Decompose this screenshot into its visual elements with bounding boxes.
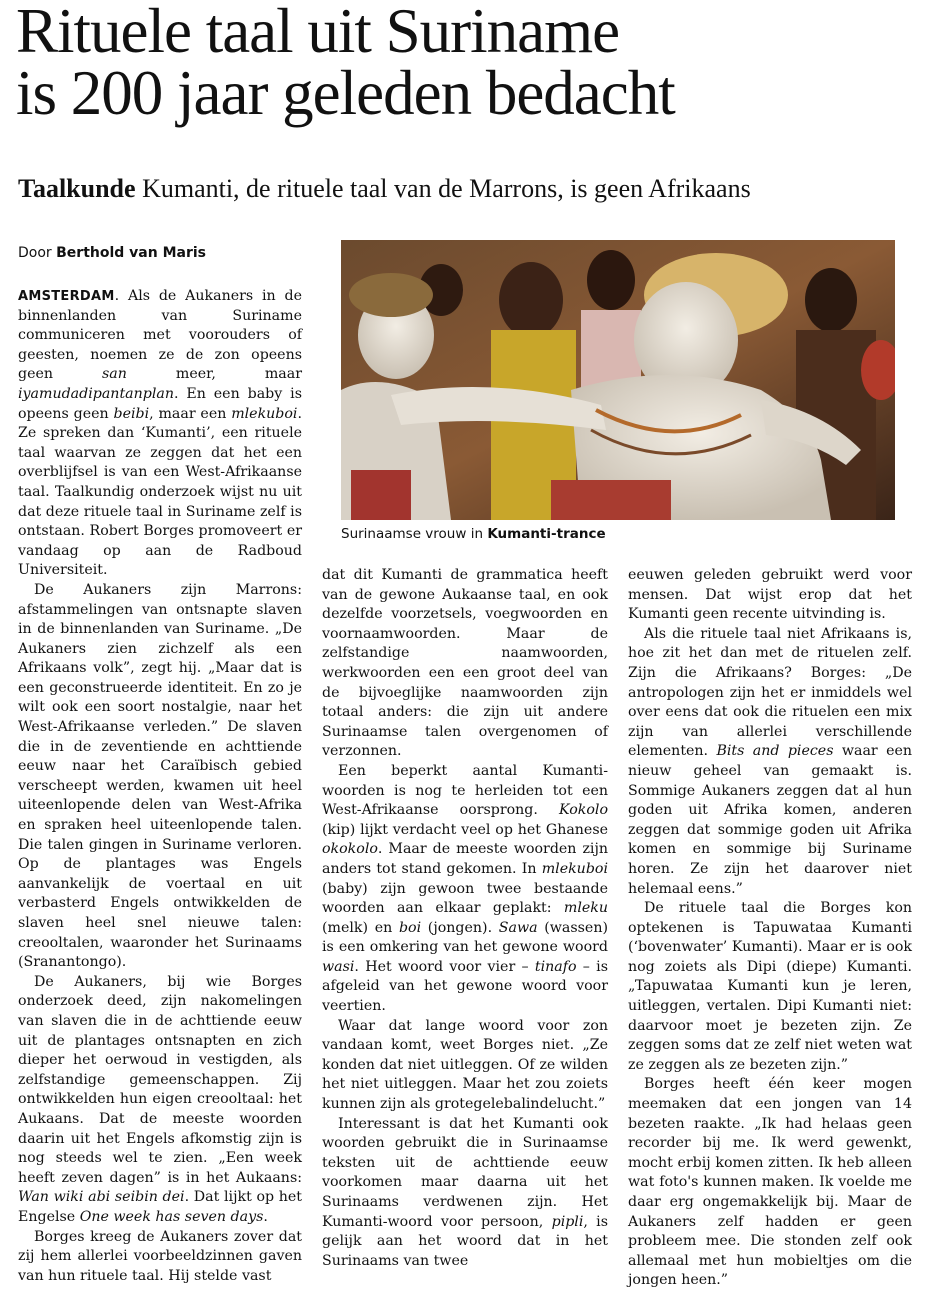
article-column-3 [628, 566, 912, 1291]
paragraph: Borges kreeg de Aukaners zover dat zij hem allerlei voorbeeldzinnen gaven van hun rituele taal. Hij stelde vast [18, 1228, 302, 1284]
paragraph: De Aukaners zijn Marrons: afstammelingen van ontsnapte slaven in de binnenlanden van Suriname. „De Aukaners zien zichzelf als een Afrikaans volk”, zegt hij. „Maar dat is een geconstrueerde identiteit. En zo je wilt ook een soort nostalgie, naar het West-Afrikaanse verleden.” De slaven die in de zeventiende en achttiende eeuw naar het Caraïbisch gebied verscheept werden, kwamen uit heel uiteenlopende delen van West-Afrika en spraken heel uiteenlopende talen. Die talen gingen in Suriname verloren. Op de plantages was Engels aanvankelijk de voertaal en uit verbasterd Engels ontwikkelden de slaven heel snel nieuwe talen: creooltalen, waaronder het Surinaams (Sranantongo). [18, 581, 302, 971]
article-column-2 [322, 566, 608, 1271]
article-photo [341, 240, 895, 520]
byline-author: Berthold van Maris [56, 245, 206, 261]
paragraph: dat dit Kumanti de grammatica heeft van de gewone Aukaanse taal, en ook dezelfde voorzetsels, voegwoorden en voornaamwoorden. Maar de zelfstandige naamwoorden, werkwoorden een een groot deel van de bijvoeglijke naamwoorden zijn totaal anders: die zijn uit andere Surinaamse talen overgenomen of verzonnen. [322, 567, 608, 760]
paragraph: Een beperkt aantal Kumanti-woorden is nog te herleiden tot een West-Afrikaanse oorsprong. Kokolo (kip) lijkt verdacht veel op het Ghanese okokolo. Maar de meeste woorden zijn anders tot stand gekomen. In mlekuboi (baby) zijn gewoon twee bestaande woorden aan elkaar geplakt: mleku (melk) en boi (jongen). Sawa (wassen) is een omkering van het gewone woord wasi. Het woord voor vier – tinafo – is afgeleid van het gewone woord voor veertien. [322, 762, 608, 1015]
paragraph: Waar dat lange woord voor zon vandaan komt, weet Borges niet. „Ze konden dat niet uitleggen. Of ze wilden het niet uitleggen. Maar het zou zoiets kunnen zijn als grotegelebalindelucht.” [322, 1017, 608, 1113]
photo-caption [341, 526, 901, 542]
paragraph: De Aukaners, bij wie Borges onderzoek deed, zijn nakomelingen van slaven die in de achttiende eeuw uit de plantages ontsnapten en zich dieper het oerwoud in vestigden, als zelfstandige gemeenschappen. Zij ontwikkelden hun eigen creooltaal: het Aukaans. Dat de meeste woorden daarin uit het Engels afkomstig zijn is nog steeds wel te zien. „Een week heeft zeven dagen” is in het Aukaans: Wan wiki abi seibin dei. Dat lijkt op het Engelse One week has seven days. [18, 973, 302, 1225]
paragraph: eeuwen geleden gebruikt werd voor mensen. Dat wijst erop dat het Kumanti geen recente uitvinding is. [628, 567, 912, 623]
dateline: AMSTERDAM [18, 289, 115, 304]
subheadline-text: Kumanti, de rituele taal van de Marrons, is geen Afrikaans [135, 174, 751, 203]
headline-line-1: Rituele taal uit Suriname [16, 0, 620, 66]
lead-paragraph [18, 287, 302, 581]
caption-text: Surinaamse vrouw in [341, 526, 488, 542]
headline [16, 0, 921, 128]
paragraph: Als die rituele taal niet Afrikaans is, hoe zit het dan met de rituelen zelf. Zijn die Afrikaans? Borges: „De antropologen zijn het er inmiddels wel over eens dat ook die rituelen een mix zijn van allerlei verschillende elementen. Bits and pieces waar een nieuw geheel van gemaakt is. Sommige Aukaners zeggen dat al hun goden uit Afrika komen, anderen zeggen dat sommige goden uit Afrika komen en sommige bij Suriname horen. Ze zijn het daarover niet helemaal eens.” [628, 625, 913, 897]
subheadline-kicker: Taalkunde [18, 174, 136, 203]
trance-photo-illustration [341, 240, 895, 520]
byline [18, 245, 206, 261]
subheadline [18, 173, 923, 205]
headline-line-2: is 200 jaar geleden bedacht [16, 58, 675, 128]
caption-emphasis: Kumanti-trance [487, 526, 606, 542]
paragraph: Borges heeft één keer mogen meemaken dat een jongen van 14 bezeten raakte. „Ik had helaas geen recorder bij me. Ik werd gewenkt, mocht erbij komen zitten. Ik heb alleen wat foto's kunnen maken. Ik voelde me daar erg ongemakkelijk bij. Maar de Aukaners zelf hadden er geen probleem mee. Die stonden zelf ook allemaal met hun mobieltjes om die jongen heen.” [628, 1076, 912, 1289]
byline-prefix: Door [18, 245, 57, 261]
article-column-1 [18, 287, 302, 1286]
paragraph-text: . Als de Aukaners in de binnenlanden van Suriname communiceren met voorouders of geesten, noemen ze de zon opeens geen san meer, maar iyamudadipantanplan. En een baby is opeens geen beibi, maar een mlekuboi. Ze spreken dan ‘Kumanti’, een rituele taal waarvan ze zeggen dat het een overblijfsel is van een West-Afrikaanse taal. Taalkundig onderzoek wijst nu uit dat deze rituele taal in Suriname zelf is ontstaan. Robert Borges promoveert er vandaag op aan de Radboud Universiteit. [18, 288, 302, 579]
paragraph: De rituele taal die Borges kon optekenen is Tapuwataa Kumanti (‘bovenwater’ Kumanti). Maar er is ook nog zoiets als Dipi (diepe) Kumanti. „Tapuwataa Kumanti kun je leren, uitleggen, vertalen. Dipi Kumanti niet: daarvoor moet je bezeten zijn. Ze zeggen soms dat ze zelf niet weten wat ze zeggen als ze bezeten zijn.” [628, 900, 912, 1073]
paragraph: Interessant is dat het Kumanti ook woorden gebruikt die in Surinaamse teksten uit de achttiende eeuw voorkomen maar daarna uit het Surinaams verdwenen zijn. Het Kumanti-woord voor persoon, pipli, is gelijk aan het woord dat in het Surinaams van twee [322, 1115, 609, 1269]
